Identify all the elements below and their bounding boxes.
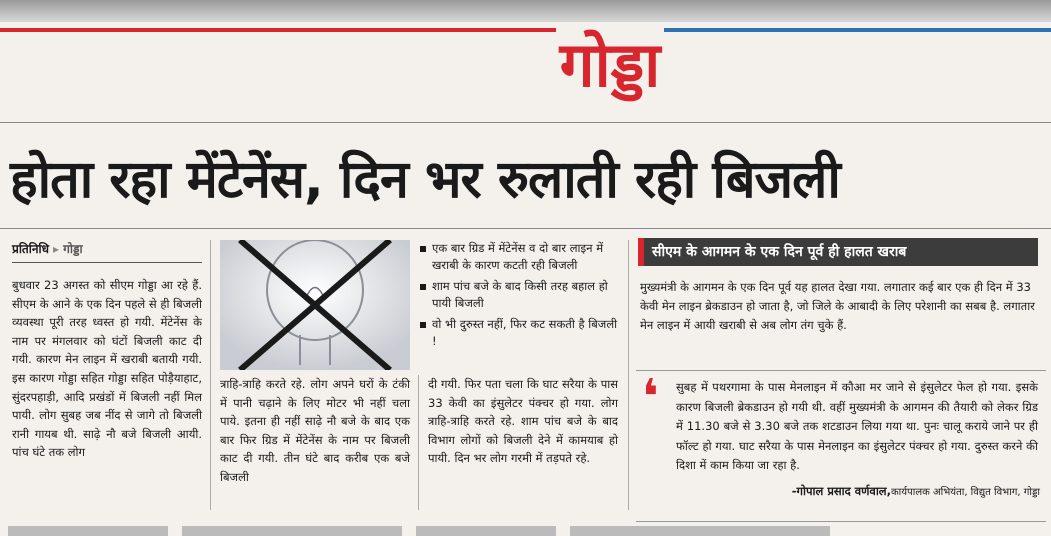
highlight-item: वो भी दुरुस्त नहीं, फिर कट सकती है बिजली ! (420, 316, 625, 350)
article-column-1: बुधवार 23 अगस्त को सीएम गोड्डा आ रहे हैं. सीएम के आने के एक दिन पहले से ही बिजली व्यवस्था पूरी तरह ध्वस्त हो गयी. मेंटेनेंस के नाम पर मंगलवार को घंटों बिजली काट दी गयी. कारण मेन लाइन में खराबी बतायी गयी. इस कारण गोड्डा सहित गोड्डा सहित पोड़ैयाहाट, सुंदरपहाड़ी, आदि प्रखंडों में बिजली नहीं मिल पायी. लोग सुबह जब नींद से जागे तो बिजली रानी गायब थी. साढ़े नौ बजे बिजली आयी. पांच घंटे तक लोग (12, 278, 202, 460)
byline (12, 240, 202, 257)
quote-author: -गोपाल प्रसाद वर्णवाल, (791, 484, 891, 498)
article-column-3: दी गयी. फिर पता चला कि घाट सरैया के पास 33 केवी का इंसुलेटर पंक्चर हो गया. लोग त्राहि-त्राहि करते रहे. शाम पांच बजे के बाद विभाग लोगों को बिजली देने में कामयाब हो पायी. दिन भर लोग गरमी में तड़पते रहे. (428, 377, 618, 466)
highlights-list (420, 240, 625, 354)
highlight-item: एक बार ग्रिड में मेंटेनेंस व दो बार लाइन में खराबी के कारण कटती रही बिजली (420, 240, 625, 274)
crossed-bulb-icon (220, 240, 410, 370)
quote-mark-icon: ❛ (642, 369, 659, 425)
byline-reporter: प्रतिनिधि (12, 242, 50, 256)
quote-author-role: कार्यपालक अभियंता, विद्युत विभाग, गोड्डा (890, 487, 1040, 498)
bulb-photo (220, 240, 410, 370)
quote-text: सुबह में पथरगामा के पास मेनलाइन में कौआ मर जाने से इंसुलेटर फेल हो गया. इसके कारण बिजली ब्रेकडाउन हो गयी थी. वहीं मुख्यमंत्री के आगमन की तैयारी को लेकर ग्रिड में 11.30 बजे से 3.30 बजे तक शटडाउन लिया गया था. पुनः चालू कराये जाने पर ही फॉल्ट हो गया. घाट सरैया के पास मेनलाइन का इंसुलेटर पंक्चर हो गया. दुरुस्त करने की दिशा में काम किया जा रहा है. (676, 380, 1038, 472)
header-divider (0, 122, 1051, 123)
byline-separator-icon: ▸ (53, 242, 60, 256)
column-divider (418, 375, 419, 510)
sidebar-title: सीएम के आगमन के एक दिन पूर्व ही हालत खराब (638, 238, 1038, 266)
byline-rule (12, 262, 202, 263)
section-rule-red (0, 28, 556, 32)
sidebar-text: मुख्यमंत्री के आगमन के एक दिन पूर्व यह हालत देखा गया. लगातार कई बार एक ही दिन में 33 केवी मेन लाइन ब्रेकडाउन हो जाता है, जो जिले के आबादी के लिए परेशानी का सबब है. लगातार मेन लाइन में आयी खराबी से अब लोग तंग चुके हैं. (640, 280, 1035, 332)
quote-attribution (700, 484, 1040, 499)
section-title: गोड्डा (559, 28, 661, 101)
byline-location: गोड्डा (63, 242, 83, 256)
column-divider (210, 240, 211, 510)
next-headline-cropped (8, 520, 1043, 536)
column-divider (628, 240, 629, 510)
section-rule-blue (664, 28, 1051, 32)
article-column-2: त्राहि-त्राहि करते रहे. लोग अपने घरों के टंकी में पानी चढ़ाने के लिए मोटर भी नहीं चला पाये. इतना ही नहीं साढ़े नौ बजे के बाद एक बार फिर ग्रिड में मेंटेनेंस के नाम पर बिजली काट दी गयी. तीन घंटे बाद करीब एक बजे बिजली (220, 377, 410, 484)
highlight-item: शाम पांच बजे के बाद किसी तरह बहाल हो पायी बिजली (420, 278, 625, 312)
headline: होता रहा मेंटेनेंस, दिन भर रुलाती रही बिजली (10, 150, 840, 210)
scan-top-edge (0, 0, 1051, 22)
headline-divider (0, 228, 1051, 229)
